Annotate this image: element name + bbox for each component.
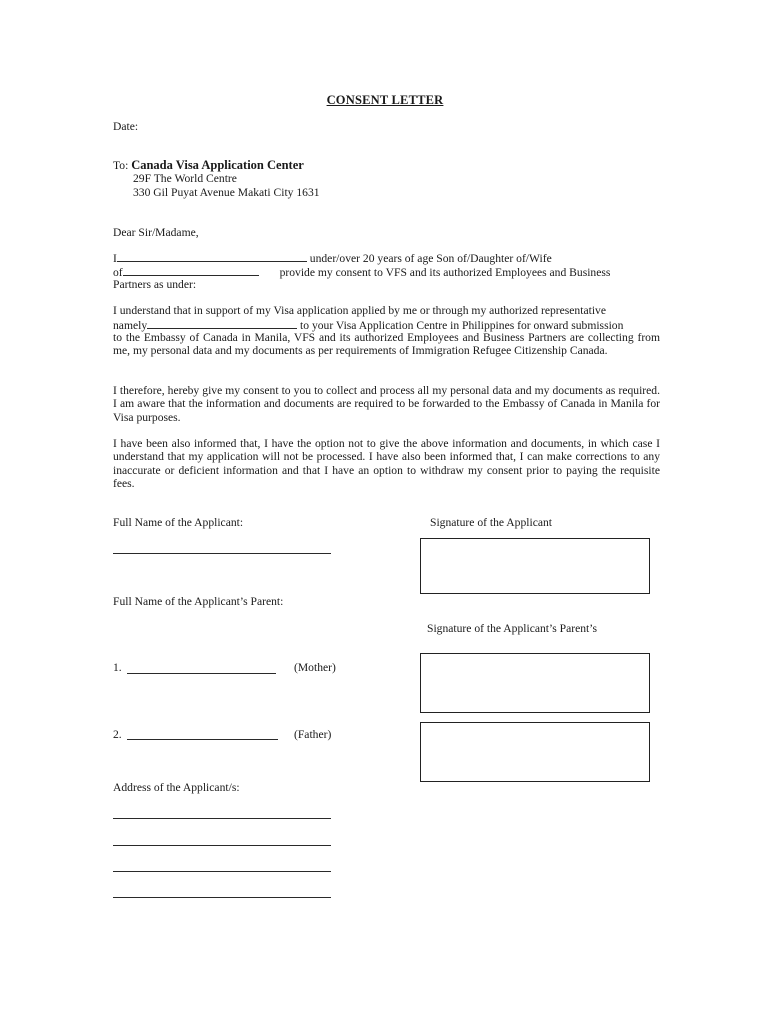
father-signature-box[interactable]	[420, 722, 650, 782]
parent-name-label: Full Name of the Applicant’s Parent:	[113, 595, 284, 608]
intro-line2-suffix: provide my consent to VFS and its authorized Employees and Business	[279, 266, 611, 279]
recipient-address-line2: 330 Gil Puyat Avenue Makati City 1631	[133, 186, 320, 199]
to-prefix: To:	[113, 159, 129, 172]
mother-number: 1.	[113, 661, 122, 674]
intro-line3: Partners as under:	[113, 278, 197, 291]
intro-line1-prefix: I	[113, 252, 117, 265]
relative-name-blank[interactable]	[123, 265, 259, 276]
address-line-1[interactable]	[113, 818, 331, 819]
recipient-address-line1: 29F The World Centre	[133, 172, 237, 185]
father-name-line[interactable]	[127, 739, 278, 740]
father-number: 2.	[113, 728, 122, 741]
para1-line2-suffix: to your Visa Application Centre in Philippines for onward submission	[300, 319, 624, 332]
intro-line1	[113, 251, 552, 265]
para1-rest: to the Embassy of Canada in Manila, VFS and its authorized Employees and Business Partners are collecting from me, my personal data and my documents as per requirements of Immigration Refugee Citizenship Canada.	[113, 331, 660, 358]
address-label: Address of the Applicant/s:	[113, 781, 240, 794]
address-line-4[interactable]	[113, 897, 331, 898]
father-label: (Father)	[294, 728, 332, 741]
address-line-2[interactable]	[113, 845, 331, 846]
applicant-name-blank[interactable]	[117, 251, 307, 262]
para3: I have been also informed that, I have the option not to give the above information and documents, in which case I understand that my application will not be processed. I have also been informed that, I can make corrections to any inaccurate or deficient information and that I have an option to withdraw my consent prior to paying the requisite fees.	[113, 437, 660, 490]
parent-signature-label: Signature of the Applicant’s Parent’s	[427, 622, 598, 635]
applicant-name-label: Full Name of the Applicant:	[113, 516, 244, 529]
recipient-name: Canada Visa Application Center	[131, 158, 304, 172]
applicant-name-line[interactable]	[113, 553, 331, 554]
para1-line2-prefix: namely	[113, 319, 148, 332]
para1-line1: I understand that in support of my Visa application applied by me or through my authorized representative	[113, 304, 606, 317]
mother-signature-box[interactable]	[420, 653, 650, 713]
intro-line1-suffix: under/over 20 years of age Son of/Daughter of/Wife	[309, 252, 552, 265]
salutation: Dear Sir/Madame,	[113, 226, 199, 239]
mother-label: (Mother)	[294, 661, 336, 674]
para2: I therefore, hereby give my consent to you to collect and process all my personal data and my documents as required. I am aware that the information and documents are required to be forwarded to the Embassy of Canada in Manila for Visa purposes.	[113, 384, 660, 424]
representative-name-blank[interactable]	[147, 318, 297, 329]
applicant-signature-label: Signature of the Applicant	[430, 516, 553, 529]
intro-line2-prefix: of	[113, 266, 123, 279]
date-label: Date:	[113, 120, 139, 133]
document-title: CONSENT LETTER	[326, 93, 444, 107]
mother-name-line[interactable]	[127, 673, 276, 674]
para1-line2	[113, 318, 623, 332]
intro-line2	[113, 265, 610, 279]
recipient-block	[113, 158, 304, 173]
address-line-3[interactable]	[113, 871, 331, 872]
applicant-signature-box[interactable]	[420, 538, 650, 594]
